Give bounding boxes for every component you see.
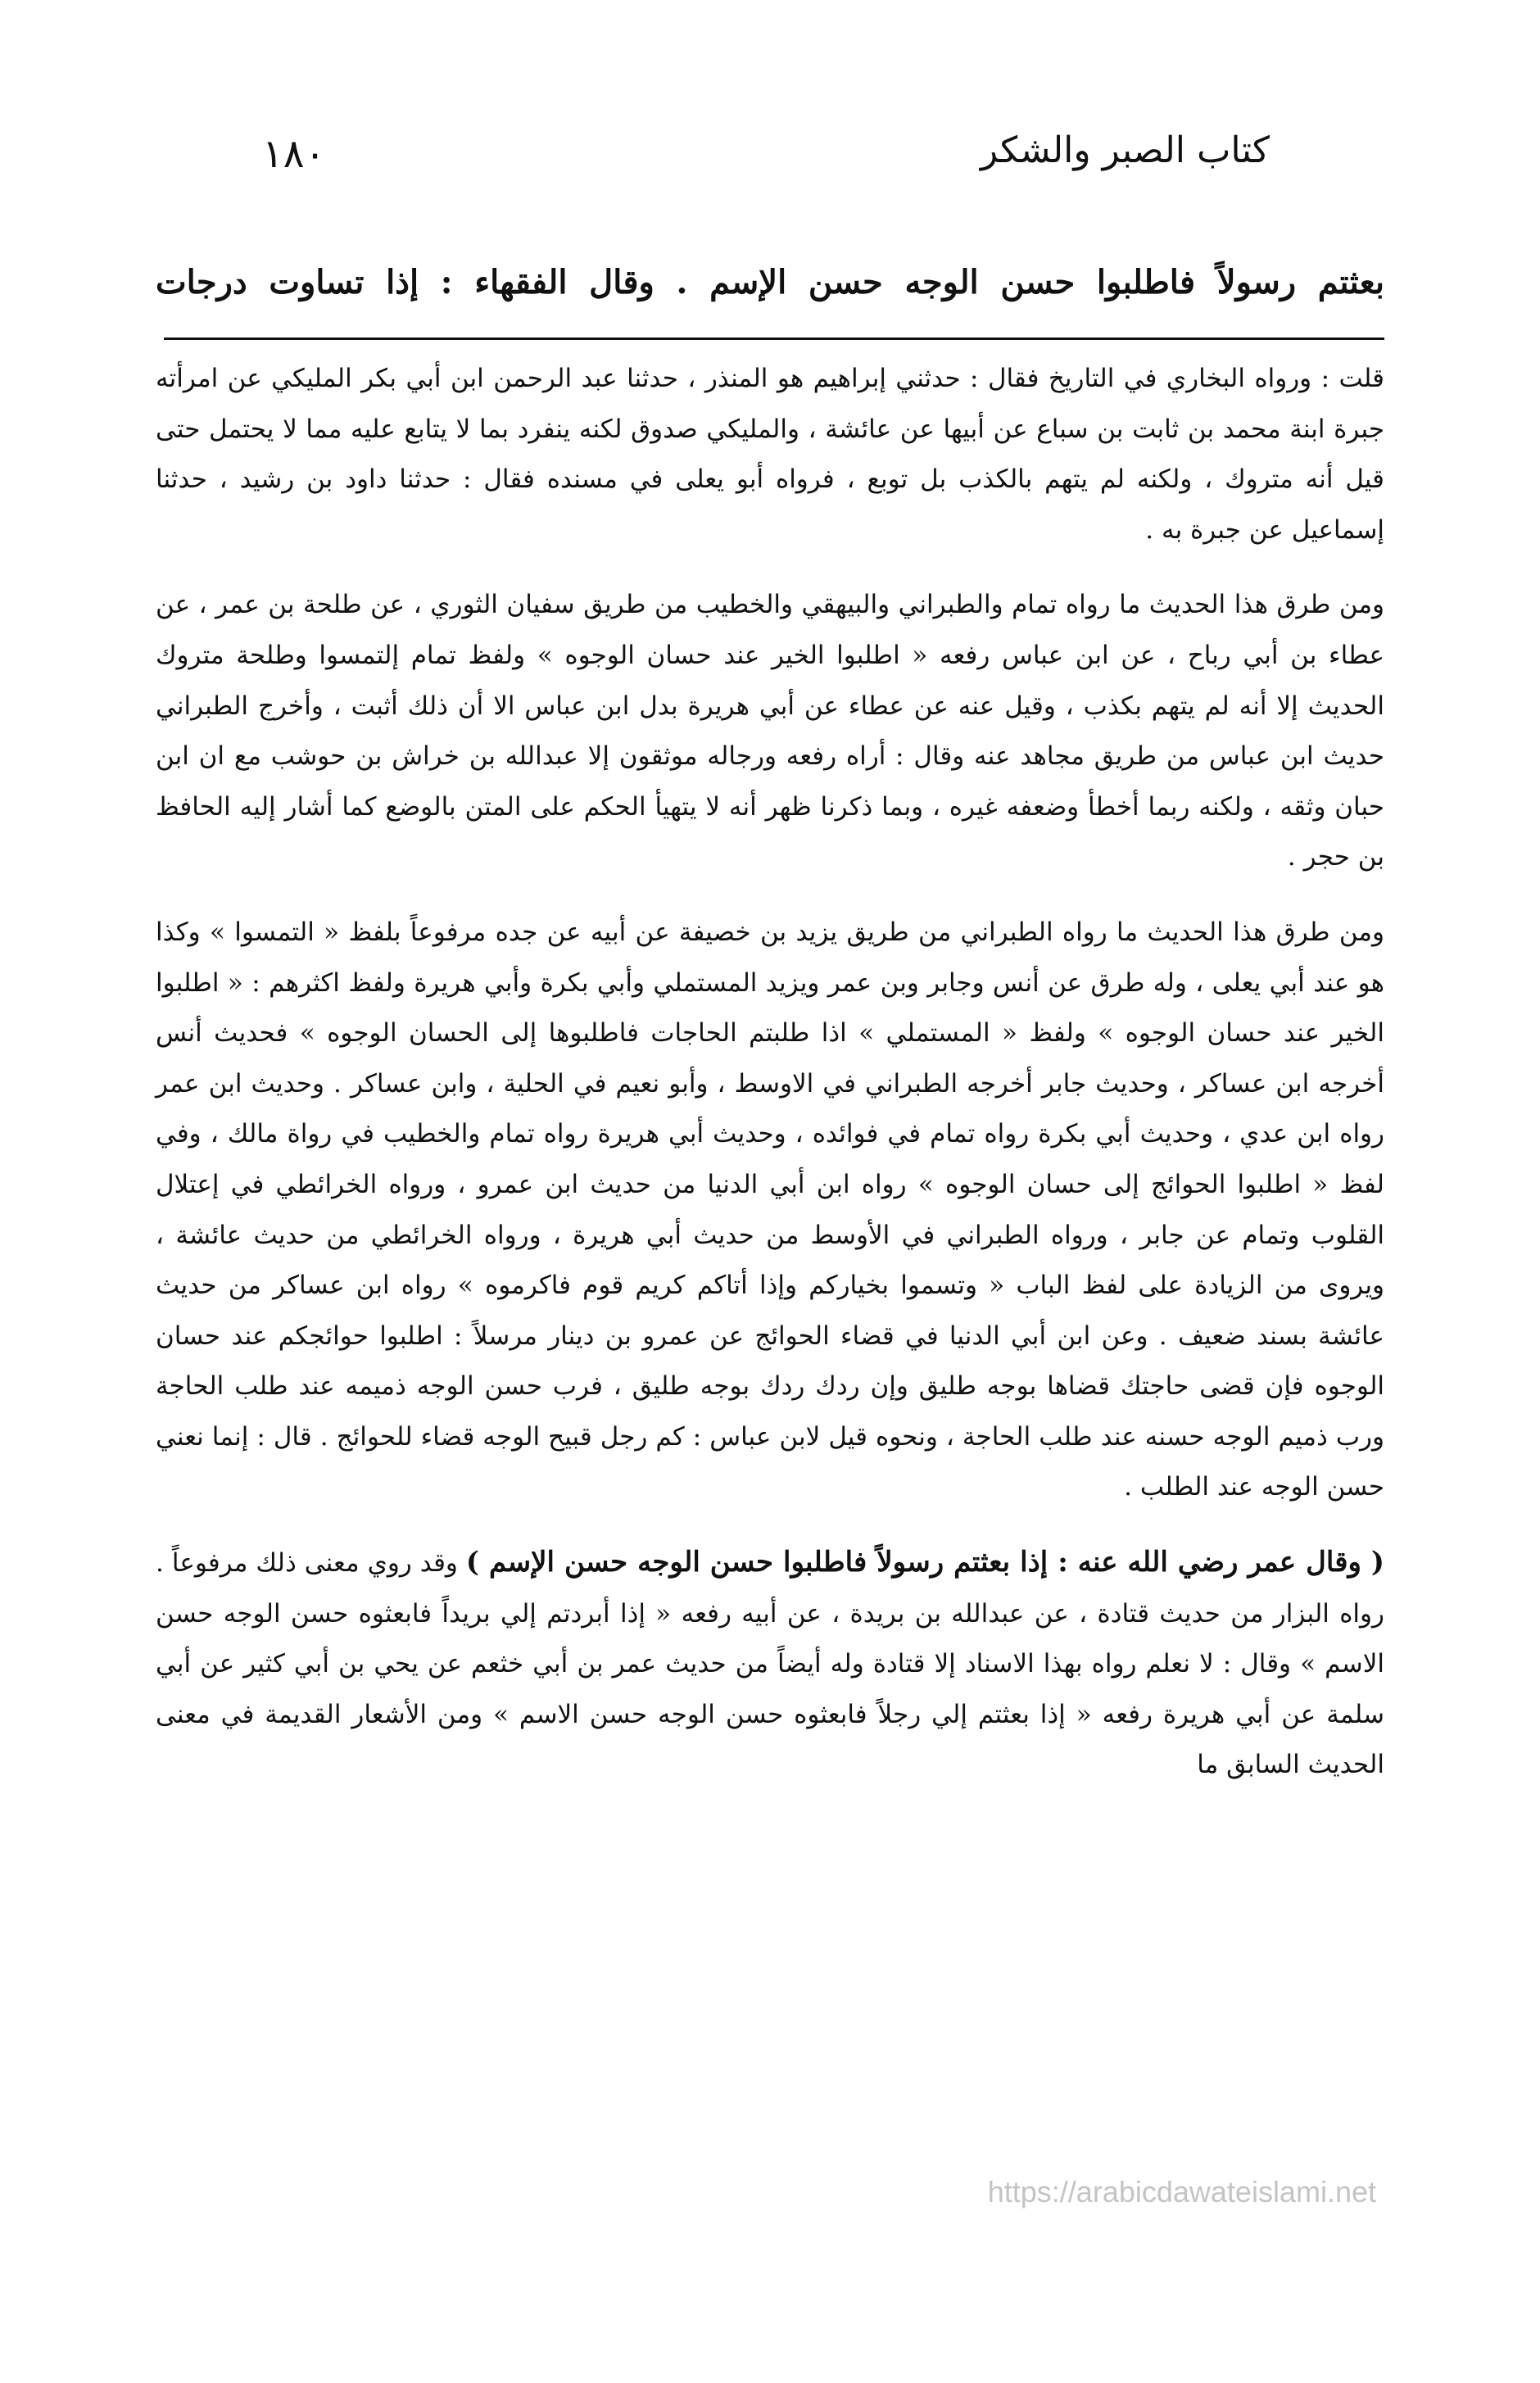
- main-paragraph-text: وقد روي معنى ذلك مرفوعاً . رواه البزار من حديث قتادة ، عن عبدالله بن بريدة ، عن أبيه رفعه « إذا أبردتم إلي بريداً فابعثوه حسن الوجه حسن الاسم » وقال : لا نعلم رواه بهذا الاسناد إلا قتادة وله أيضاً من حديث عمر بن أبي خثعم عن يحي بن أبي كثير عن أبي سلمة عن أبي هريرة رفعه « إذا بعثتم إلي رجلاً فابعثوه حسن الوجه حسن الاسم » ومن الأشعار القديمة في معنى الحديث السابق ما: [156, 1548, 1384, 1780]
- quoted-saying: ( وقال عمر رضي الله عنه : إذا بعثتم رسولاً فاطلبوا حسن الوجه حسن الإسم ): [465, 1546, 1385, 1579]
- footnote-paragraph-3: ومن طرق هذا الحديث ما رواه الطبراني من طريق يزيد بن خصيفة عن أبيه عن جده مرفوعاً بلفظ « التمسوا » وكذا هو عند أبي يعلى ، وله طرق عن أنس وجابر وبن عمر ويزيد المستملي وأبي بكرة وأبي هريرة ولفظ اكثرهم : « اطلبوا الخير عند حسان الوجوه » ولفظ « المستملي » اذا طلبتم الحاجات فاطلبوها إلى الحسان الوجوه » فحديث أنس أخرجه ابن عساكر ، وحديث جابر أخرجه الطبراني في الاوسط ، وأبو نعيم في الحلية ، وابن عساكر . وحديث ابن عمر رواه ابن عدي ، وحديث أبي بكرة رواه تمام في فوائده ، وحديث أبي هريرة رواه تمام والخطيب في رواة مالك ، وفي لفظ « اطلبوا الحوائج إلى حسان الوجوه » رواه ابن أبي الدنيا من حديث ابن عمرو ، ورواه الخرائطي في إعتلال القلوب وتمام عن جابر ، ورواه الطبراني في الأوسط من حديث أبي هريرة ، ورواه الخرائطي من حديث عائشة ، ويروى من الزيادة على لفظ الباب « وتسموا بخياركم وإذا أتاكم كريم قوم فاكرموه » رواه ابن عساكر من حديث عائشة بسند ضعيف . وعن ابن أبي الدنيا في قضاء الحوائج عن عمرو بن دينار مرسلاً : اطلبوا حوائجكم عند حسان الوجوه فإن قضى حاجتك قضاها بوجه طليق وإن ردك ردك بوجه طليق ، فرب حسن الوجه ذميمه عند طلب الحاجة ورب ذميم الوجه حسنه عند طلب الحاجة ، ونحوه قيل لابن عباس : كم رجل قبيح الوجه قضاء للحوائج . قال : إنما نعني حسن الوجه عند الطلب .: [156, 917, 1384, 1502]
- watermark-url: https://arabicdawateislami.net: [987, 2175, 1376, 2209]
- footnote-separator-rule: [164, 338, 1384, 340]
- page-header: [156, 123, 1384, 188]
- body-text: [156, 354, 1384, 1791]
- main-text-top-line: بعثتم رسولاً فاطلبوا حسن الوجه حسن الإسم . وقال الفقهاء : إذا تساوت درجات: [156, 263, 1384, 301]
- page-number: ١٨٠: [262, 131, 326, 177]
- main-paragraph: [156, 1538, 1384, 1791]
- footnote-paragraph-2: ومن طرق هذا الحديث ما رواه تمام والطبراني والبيهقي والخطيب من طريق سفيان الثوري ، عن طلحة بن عمر ، عن عطاء بن أبي رباح ، عن ابن عباس رفعه « اطلبوا الخير عند حسان الوجوه » ولفظ تمام إلتمسوا وطلحة متروك الحديث إلا أنه لم يتهم بكذب ، وقيل عنه عن عطاء عن أبي هريرة بدل ابن عباس الا أن ذلك أثبت ، وأخرج الطبراني حديث ابن عباس من طريق مجاهد عنه وقال : أراه رفعه ورجاله موثقون إلا عبدالله بن خراش بن حوشب مع ان ابن حبان وثقه ، ولكنه ربما أخطأ وضعفه غيره ، وبما ذكرنا ظهر أنه لا يتهيأ الحكم على المتن بالوضع كما أشار إليه الحافظ بن حجر .: [156, 590, 1384, 872]
- book-title: كتاب الصبر والشكر: [980, 129, 1270, 171]
- footnote-paragraph-1: قلت : ورواه البخاري في التاريخ فقال : حدثني إبراهيم هو المنذر ، حدثنا عبد الرحمن ابن أبي بكر المليكي عن امرأته جبرة ابنة محمد بن ثابت بن سباع عن أبيها عن عائشة ، والمليكي صدوق لكنه ينفرد بما لا يتابع عليه مما لا يحتمل حتى قيل أنه متروك ، ولكنه لم يتهم بالكذب بل توبع ، فرواه أبو يعلى في مسنده فقال : حدثنا داود بن رشيد ، حدثنا إسماعيل عن جبرة به .: [156, 364, 1384, 545]
